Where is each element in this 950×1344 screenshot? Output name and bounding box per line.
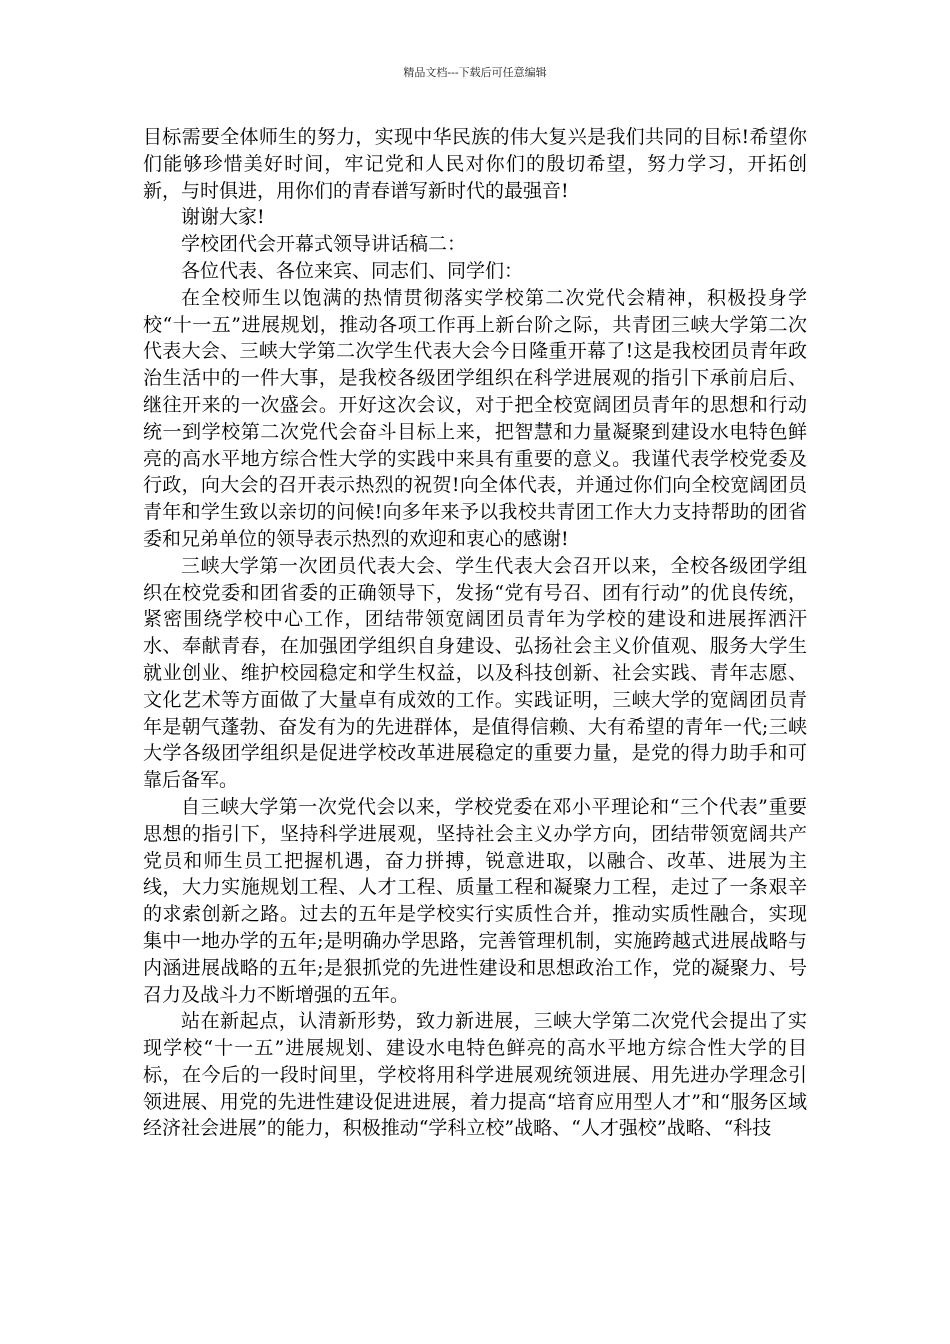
- paragraph-1: 目标需要全体师生的努力，实现中华民族的伟大复兴是我们共同的目标!希望你们能够珍惜美好时间，牢记党和人民对你们的殷切希望，努力学习，开拓创新，与时俱进，用你们的青春谱写新时代的最强音!: [143, 126, 807, 202]
- paragraph-4: 各位代表、各位来宾、同志们、同学们：: [181, 259, 524, 282]
- paragraph-8: 站在新起点，认清新形势，致力新进展，三峡大学第二次党代会提出了实现学校“十一五”进展规划、建设水电特色鲜亮的高水平地方综合性大学的目标，在今后的一段时间里，学校将用科学进展观统领进展、用先进办学理念引领进展、用党的先进性建设促进进展，着力提高“培育应用型人才”和“服务区域经济社会进展”的能力，积极推动“学科立校”战略、“人才强校”战略、“科技: [143, 1010, 807, 1140]
- paragraph-2: 谢谢大家!: [181, 206, 265, 229]
- paragraph-6: 三峡大学第一次团员代表大会、学生代表大会召开以来，全校各级团学组织在校党委和团省委的正确领导下，发扬“党有号召、团有行动”的优良传统，紧密围绕学校中心工作，团结带领宽阔团员青年为学校的建设和进展挥洒汗水、奉献青春，在加强团学组织自身建设、弘扬社会主义价值观、服务大学生就业创业、维护校园稳定和学生权益，以及科技创新、社会实践、青年志愿、文化艺术等方面做了大量卓有成效的工作。实践证明，三峡大学的宽阔团员青年是朝气蓬勃、奋发有为的先进群体，是值得信赖、大有希望的青年一代;三峡大学各级团学组织是促进学校改革进展稳定的重要力量，是党的得力助手和可靠后备军。: [143, 554, 807, 792]
- document-body: [143, 124, 807, 1142]
- page-header: 精品文档---下载后可任意编辑: [403, 66, 547, 79]
- paragraph-3: 学校团代会开幕式领导讲话稿二：: [181, 233, 467, 256]
- paragraph-5: 在全校师生以饱满的热情贯彻落实学校第二次党代会精神，积极投身学校“十一五”进展规划，推动各项工作再上新台阶之际，共青团三峡大学第二次代表大会、三峡大学第二次学生代表大会今日隆重开幕了!这是我校团员青年政治生活中的一件大事，是我校各级团学组织在科学进展观的指引下承前启后、继往开来的一次盛会。开好这次会议，对于把全校宽阔团员青年的思想和行动统一到学校第二次党代会奋斗目标上来，把智慧和力量凝聚到建设水电特色鲜亮的高水平地方综合性大学的实践中来具有重要的意义。我谨代表学校党委及行政，向大会的召开表示热烈的祝贺!向全体代表，并通过你们向全校宽阔团员青年和学生致以亲切的问候!向多年来予以我校共青团工作大力支持帮助的团省委和兄弟单位的领导表示热烈的欢迎和衷心的感谢!: [143, 286, 807, 550]
- paragraph-7: 自三峡大学第一次党代会以来，学校党委在邓小平理论和“三个代表”重要思想的指引下，坚持科学进展观，坚持社会主义办学方向，团结带领宽阔共产党员和师生员工把握机遇，奋力拼搏，锐意进取，以融合、改革、进展为主线，大力实施规划工程、人才工程、质量工程和凝聚力工程，走过了一条艰辛的求索创新之路。过去的五年是学校实行实质性合并，推动实质性融合，实现集中一地办学的五年;是明确办学思路，完善管理机制，实施跨越式进展战略与内涵进展战略的五年;是狠抓党的先进性建设和思想政治工作，党的凝聚力、号召力及战斗力不断增强的五年。: [143, 795, 807, 1006]
